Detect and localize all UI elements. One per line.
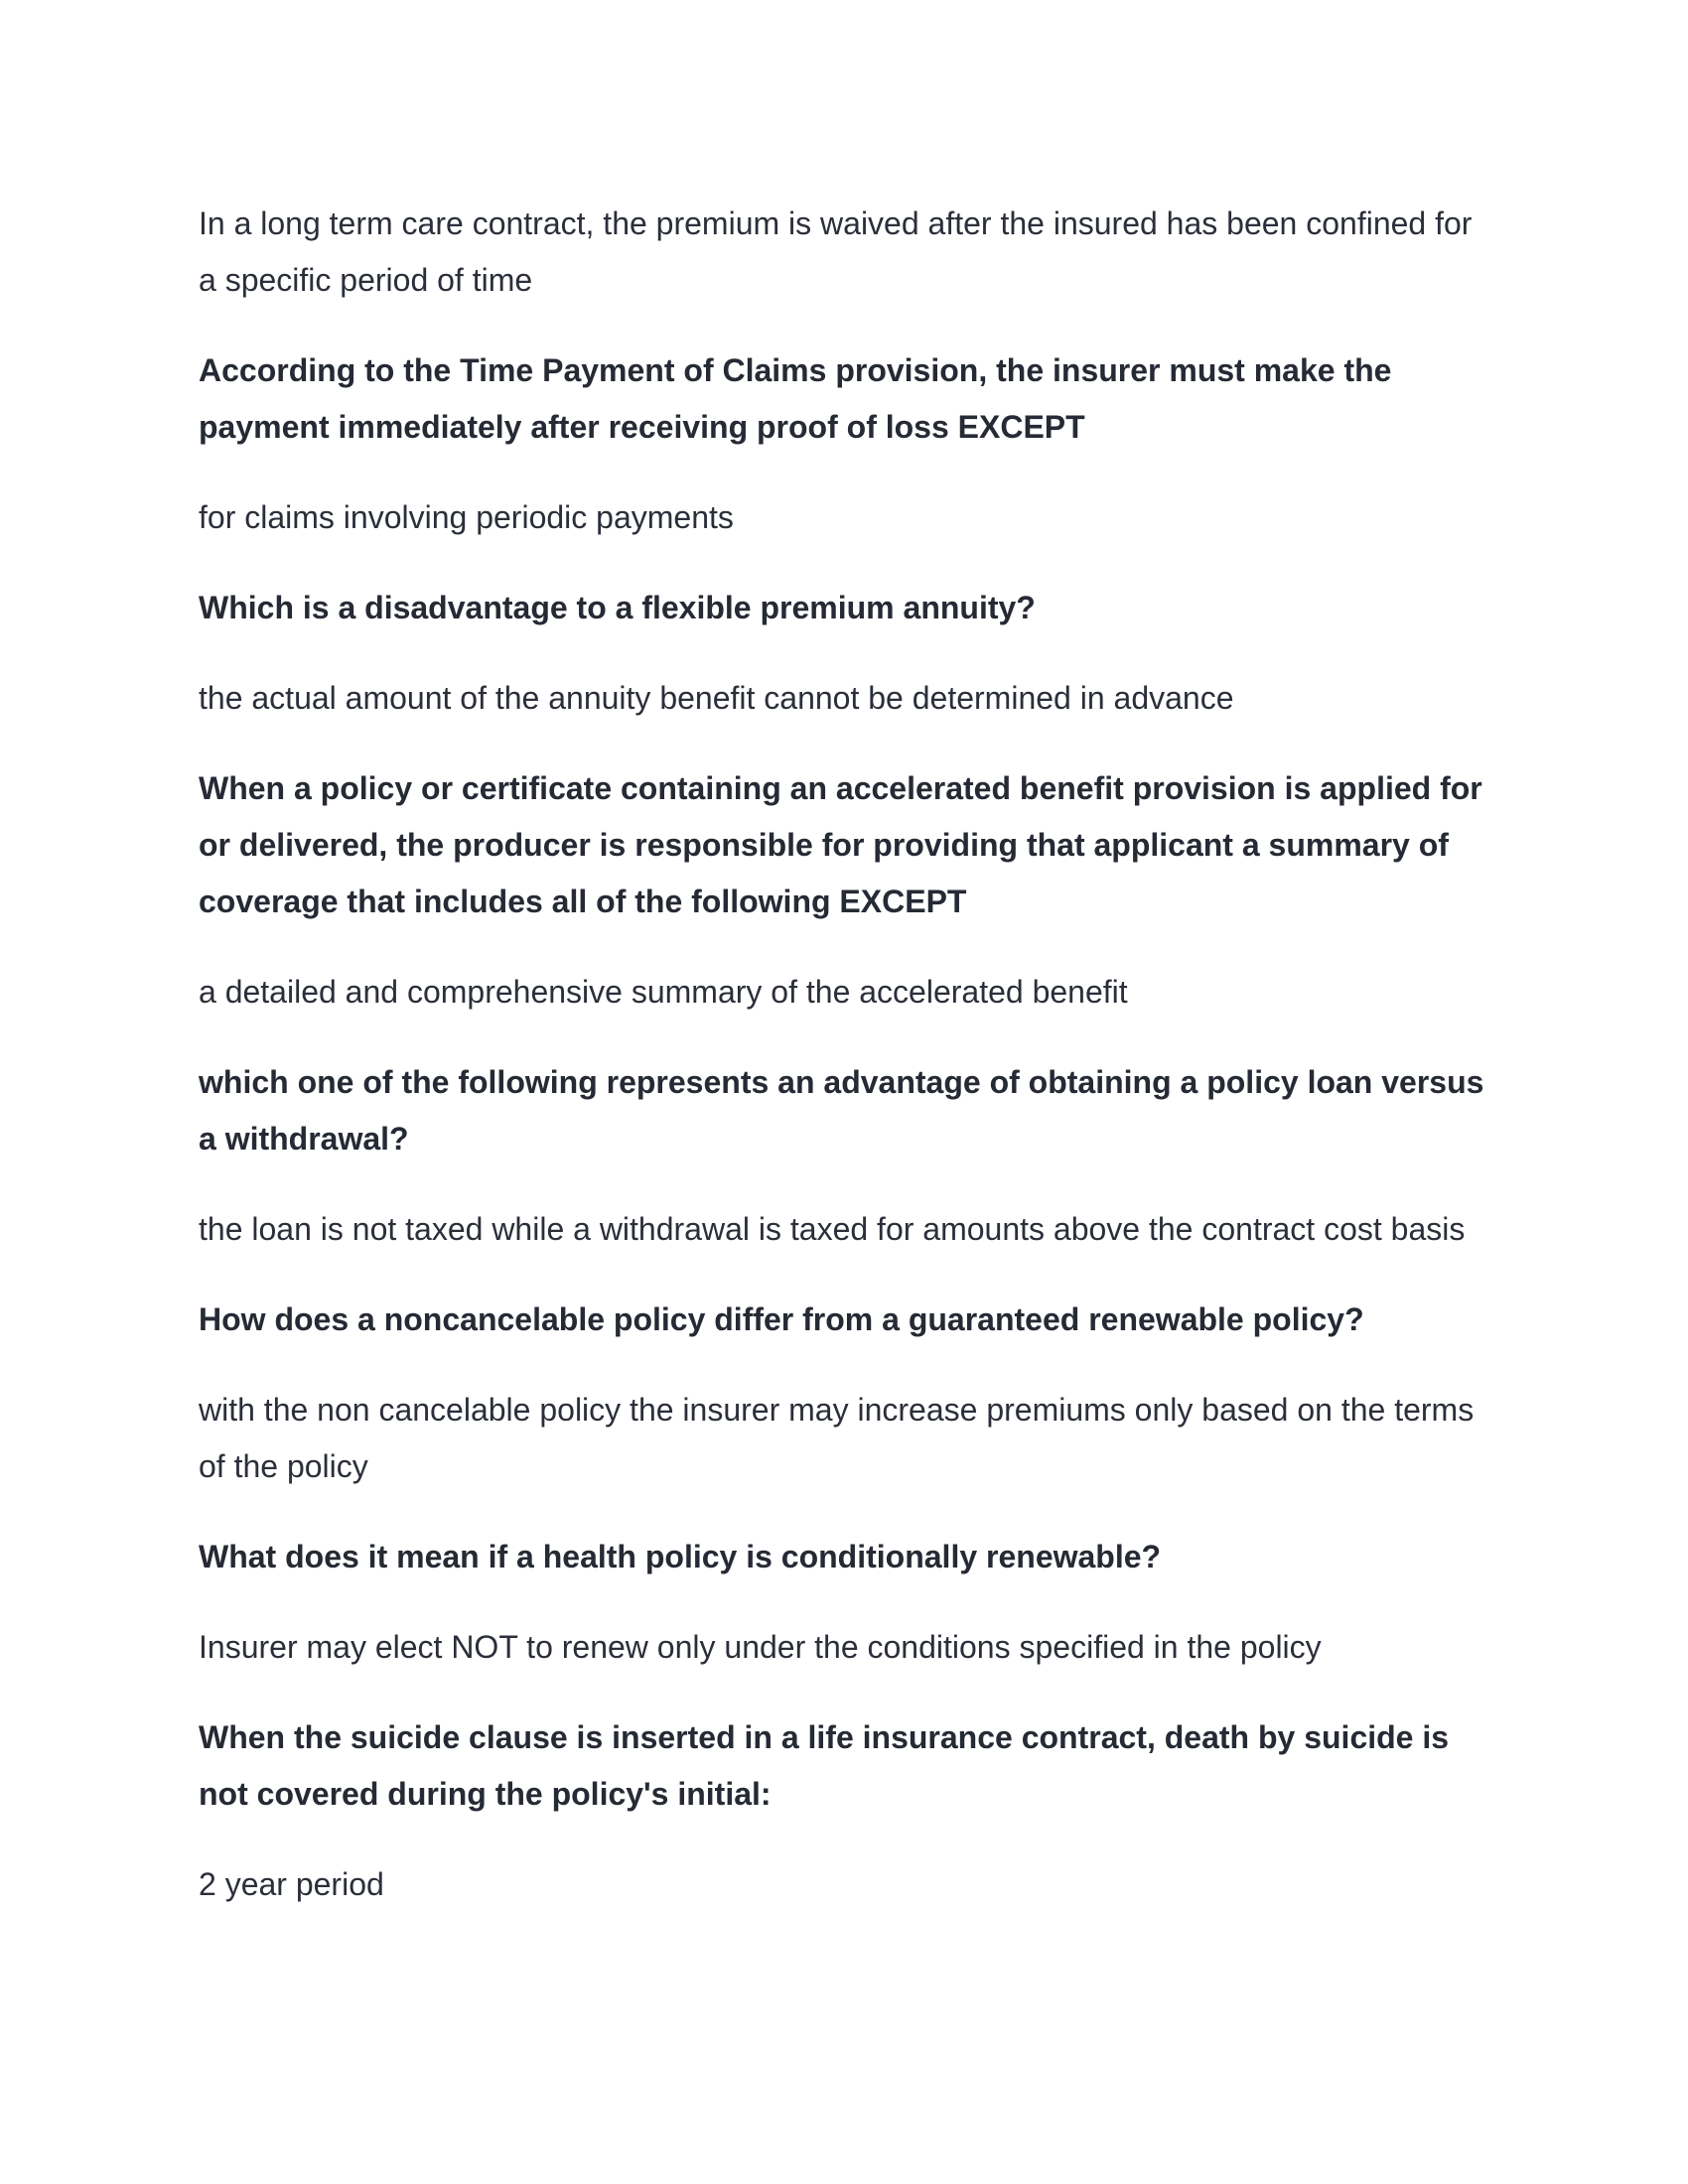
question-text: When a policy or certificate containing an accelerated benefit provision is applied for or delivered, the producer is responsible for providing that applicant a summary of coverage that includes all of the following EXCEPT	[199, 770, 1482, 919]
document-page	[199, 196, 1489, 1947]
answer-text: In a long term care contract, the premium is waived after the insured has been confined for a specific period of time	[199, 205, 1473, 298]
answer-text: 2 year period	[199, 1866, 384, 1902]
answer-text: a detailed and comprehensive summary of the accelerated benefit	[199, 974, 1128, 1010]
answer-text: the loan is not taxed while a withdrawal is taxed for amounts above the contract cost basis	[199, 1211, 1466, 1247]
question-text: Which is a disadvantage to a flexible premium annuity?	[199, 590, 1036, 625]
question-text: What does it mean if a health policy is conditionally renewable?	[199, 1539, 1162, 1574]
question-text: When the suicide clause is inserted in a life insurance contract, death by suicide is not covered during the policy's initial:	[199, 1719, 1450, 1812]
question-text: How does a noncancelable policy differ from a guaranteed renewable policy?	[199, 1301, 1364, 1337]
question-text: which one of the following represents an advantage of obtaining a policy loan versus a withdrawal?	[199, 1064, 1484, 1157]
question-text: According to the Time Payment of Claims provision, the insurer must make the payment immediately after receiving proof of loss EXCEPT	[199, 352, 1392, 445]
answer-text: with the non cancelable policy the insurer may increase premiums only based on the terms of the policy	[199, 1392, 1475, 1484]
answer-text: Insurer may elect NOT to renew only under the conditions specified in the policy	[199, 1629, 1322, 1665]
answer-text: the actual amount of the annuity benefit cannot be determined in advance	[199, 680, 1234, 716]
answer-text: for claims involving periodic payments	[199, 499, 734, 535]
